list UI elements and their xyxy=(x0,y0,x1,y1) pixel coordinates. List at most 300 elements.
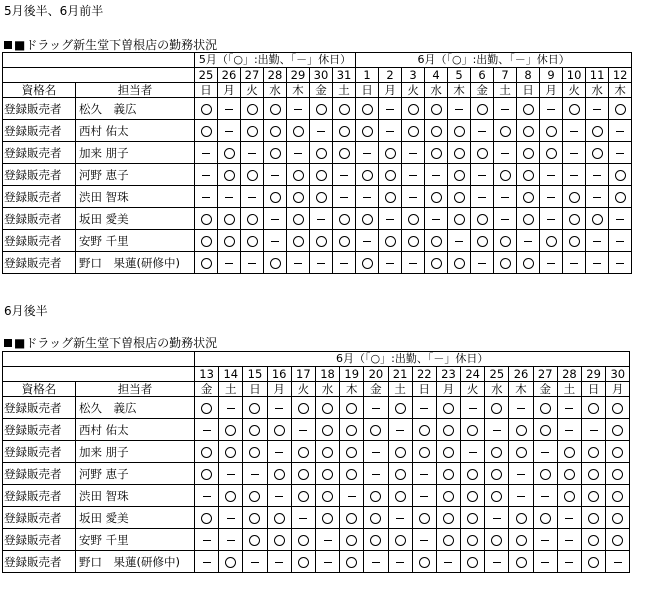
date-cell: 7 xyxy=(494,68,517,83)
attendance-cell xyxy=(436,463,460,485)
attendance-on-mark xyxy=(408,214,419,225)
attendance-cell xyxy=(448,142,471,164)
attendance-off-mark xyxy=(409,153,417,154)
attendance-on-mark xyxy=(408,126,419,137)
weekday-cell: 月 xyxy=(436,382,460,397)
date-cell: 25 xyxy=(485,367,509,382)
attendance-cell xyxy=(436,529,460,551)
attendance-on-mark xyxy=(467,557,478,568)
attendance-cell xyxy=(586,208,609,230)
attendance-cell xyxy=(533,441,557,463)
attendance-cell xyxy=(425,186,448,208)
attendance-cell xyxy=(356,164,379,186)
attendance-off-mark xyxy=(432,175,440,176)
attendance-on-mark xyxy=(339,236,350,247)
attendance-on-mark xyxy=(588,513,599,524)
attendance-cell xyxy=(291,529,315,551)
attendance-cell xyxy=(402,142,425,164)
attendance-on-mark xyxy=(516,447,527,458)
attendance-cell xyxy=(219,551,243,573)
attendance-cell xyxy=(315,551,339,573)
date-cell: 26 xyxy=(509,367,533,382)
attendance-off-mark xyxy=(299,518,307,519)
attendance-cell xyxy=(533,551,557,573)
attendance-on-mark xyxy=(322,469,333,480)
attendance-cell xyxy=(494,230,517,252)
attendance-off-mark xyxy=(227,408,235,409)
staff-row xyxy=(3,208,632,230)
attendance-on-mark xyxy=(249,425,260,436)
attendance-cell xyxy=(340,397,364,419)
attendance-cell xyxy=(412,419,436,441)
attendance-cell xyxy=(540,120,563,142)
attendance-on-mark xyxy=(612,535,623,546)
attendance-on-mark xyxy=(225,425,236,436)
attendance-cell xyxy=(606,529,630,551)
section1-heading: 5月後半、6月前半 xyxy=(4,4,104,18)
attendance-on-mark xyxy=(592,148,603,159)
attendance-cell xyxy=(243,529,267,551)
attendance-on-mark xyxy=(362,126,373,137)
attendance-off-mark xyxy=(570,131,578,132)
qualification-cell: 登録販売者 xyxy=(3,120,76,142)
attendance-off-mark xyxy=(324,562,332,563)
attendance-on-mark xyxy=(588,535,599,546)
attendance-cell xyxy=(509,485,533,507)
header-blank-cell xyxy=(3,367,195,382)
weekday-cell: 日 xyxy=(582,382,606,397)
date-cell: 19 xyxy=(340,367,364,382)
attendance-on-mark xyxy=(467,491,478,502)
attendance-cell xyxy=(586,120,609,142)
attendance-cell xyxy=(218,208,241,230)
attendance-cell xyxy=(315,485,339,507)
attendance-on-mark xyxy=(431,104,442,115)
attendance-cell xyxy=(557,485,581,507)
staff-name-cell: 西村 佑太 xyxy=(76,419,195,441)
qualification-cell: 登録販売者 xyxy=(3,397,76,419)
attendance-cell xyxy=(557,463,581,485)
attendance-cell xyxy=(287,142,310,164)
date-cell: 4 xyxy=(425,68,448,83)
attendance-off-mark xyxy=(294,109,302,110)
attendance-on-mark xyxy=(467,425,478,436)
attendance-cell xyxy=(412,507,436,529)
weekday-cell: 日 xyxy=(517,83,540,98)
attendance-cell xyxy=(219,397,243,419)
attendance-off-mark xyxy=(409,263,417,264)
attendance-off-mark xyxy=(478,197,486,198)
attendance-on-mark xyxy=(270,258,281,269)
attendance-on-mark xyxy=(362,258,373,269)
date-cell: 21 xyxy=(388,367,412,382)
date-cell: 6 xyxy=(471,68,494,83)
date-cell: 3 xyxy=(402,68,425,83)
attendance-on-mark xyxy=(588,491,599,502)
attendance-on-mark xyxy=(362,214,373,225)
attendance-cell xyxy=(241,252,264,274)
attendance-cell xyxy=(425,120,448,142)
attendance-off-mark xyxy=(227,474,235,475)
attendance-cell xyxy=(582,551,606,573)
attendance-off-mark xyxy=(590,430,598,431)
attendance-cell xyxy=(379,208,402,230)
attendance-on-mark xyxy=(298,535,309,546)
attendance-off-mark xyxy=(363,241,371,242)
section1-caption xyxy=(4,38,217,52)
attendance-on-mark xyxy=(454,148,465,159)
attendance-cell xyxy=(310,252,333,274)
attendance-cell xyxy=(195,252,218,274)
staff-row xyxy=(3,397,630,419)
weekday-cell: 金 xyxy=(533,382,557,397)
attendance-cell xyxy=(287,252,310,274)
attendance-on-mark xyxy=(298,447,309,458)
attendance-off-mark xyxy=(593,109,601,110)
attendance-off-mark xyxy=(294,263,302,264)
attendance-on-mark xyxy=(298,491,309,502)
attendance-on-mark xyxy=(443,469,454,480)
attendance-cell xyxy=(356,120,379,142)
attendance-off-mark xyxy=(420,540,428,541)
caption-square-icon xyxy=(4,339,12,347)
attendance-on-mark xyxy=(516,557,527,568)
staff-row xyxy=(3,419,630,441)
attendance-cell xyxy=(540,208,563,230)
weekday-cell: 月 xyxy=(379,83,402,98)
attendance-cell xyxy=(606,485,630,507)
attendance-cell xyxy=(609,186,632,208)
attendance-on-mark xyxy=(443,447,454,458)
attendance-off-mark xyxy=(225,131,233,132)
staff-name-cell: 渋田 智珠 xyxy=(76,485,195,507)
attendance-on-mark xyxy=(443,513,454,524)
attendance-cell xyxy=(310,186,333,208)
attendance-on-mark xyxy=(516,425,527,436)
header-blank-cell xyxy=(3,53,195,68)
column-header-qualification: 資格名 xyxy=(3,382,76,397)
attendance-cell xyxy=(494,142,517,164)
attendance-cell xyxy=(557,551,581,573)
weekday-cell: 金 xyxy=(310,83,333,98)
attendance-cell xyxy=(494,252,517,274)
staff-row xyxy=(3,463,630,485)
staff-name-cell: 河野 恵子 xyxy=(76,463,195,485)
attendance-on-mark xyxy=(225,491,236,502)
weekday-cell: 火 xyxy=(402,83,425,98)
attendance-cell xyxy=(606,397,630,419)
attendance-cell xyxy=(291,441,315,463)
attendance-cell xyxy=(448,208,471,230)
attendance-on-mark xyxy=(431,126,442,137)
attendance-cell xyxy=(494,120,517,142)
attendance-cell xyxy=(310,142,333,164)
attendance-on-mark xyxy=(322,447,333,458)
qualification-cell: 登録販売者 xyxy=(3,507,76,529)
attendance-cell xyxy=(540,252,563,274)
weekday-cell: 火 xyxy=(563,83,586,98)
attendance-cell xyxy=(509,397,533,419)
attendance-cell xyxy=(557,529,581,551)
attendance-on-mark xyxy=(270,148,281,159)
attendance-cell xyxy=(195,485,219,507)
attendance-on-mark xyxy=(467,513,478,524)
attendance-cell xyxy=(471,142,494,164)
attendance-on-mark xyxy=(588,557,599,568)
attendance-cell xyxy=(379,164,402,186)
attendance-cell xyxy=(485,441,509,463)
attendance-cell xyxy=(540,98,563,120)
attendance-on-mark xyxy=(249,513,260,524)
attendance-cell xyxy=(606,507,630,529)
staff-name-cell: 野口 果蓮(研修中) xyxy=(76,551,195,573)
qualification-cell: 登録販売者 xyxy=(3,529,76,551)
attendance-cell xyxy=(557,419,581,441)
attendance-off-mark xyxy=(203,430,211,431)
attendance-cell xyxy=(195,164,218,186)
attendance-off-mark xyxy=(317,263,325,264)
attendance-cell xyxy=(448,252,471,274)
date-cell: 30 xyxy=(310,68,333,83)
attendance-on-mark xyxy=(395,447,406,458)
attendance-on-mark xyxy=(408,236,419,247)
attendance-cell xyxy=(379,186,402,208)
attendance-cell xyxy=(364,529,388,551)
attendance-cell xyxy=(563,208,586,230)
attendance-cell xyxy=(243,463,267,485)
attendance-cell xyxy=(509,463,533,485)
attendance-cell xyxy=(533,507,557,529)
attendance-cell xyxy=(436,441,460,463)
attendance-cell xyxy=(333,230,356,252)
weekday-cell: 火 xyxy=(461,382,485,397)
month-group-label: 6月（「○」:出勤、「－」休日） xyxy=(356,53,632,68)
attendance-on-mark xyxy=(615,192,626,203)
attendance-on-mark xyxy=(454,170,465,181)
attendance-cell xyxy=(267,551,291,573)
attendance-cell xyxy=(425,208,448,230)
attendance-cell xyxy=(333,186,356,208)
date-cell: 16 xyxy=(267,367,291,382)
attendance-cell xyxy=(241,120,264,142)
attendance-off-mark xyxy=(501,197,509,198)
attendance-off-mark xyxy=(541,562,549,563)
attendance-cell xyxy=(402,252,425,274)
attendance-off-mark xyxy=(616,241,624,242)
section2-caption-text: ■ドラッグ新生堂下曽根店の勤務状況 xyxy=(14,336,218,350)
attendance-off-mark xyxy=(340,175,348,176)
attendance-on-mark xyxy=(293,192,304,203)
attendance-on-mark xyxy=(385,192,396,203)
attendance-off-mark xyxy=(541,452,549,453)
attendance-off-mark xyxy=(616,263,624,264)
weekday-cell: 木 xyxy=(287,83,310,98)
attendance-cell xyxy=(241,208,264,230)
attendance-off-mark xyxy=(593,263,601,264)
weekday-cell: 木 xyxy=(509,382,533,397)
attendance-cell xyxy=(315,441,339,463)
attendance-on-mark xyxy=(385,236,396,247)
attendance-on-mark xyxy=(569,214,580,225)
attendance-off-mark xyxy=(251,562,259,563)
attendance-on-mark xyxy=(224,170,235,181)
attendance-cell xyxy=(340,463,364,485)
attendance-off-mark xyxy=(225,263,233,264)
attendance-cell xyxy=(609,120,632,142)
attendance-off-mark xyxy=(396,518,404,519)
attendance-off-mark xyxy=(616,219,624,220)
attendance-cell xyxy=(448,186,471,208)
staff-name-cell: 松久 義広 xyxy=(76,98,195,120)
attendance-cell xyxy=(356,230,379,252)
date-cell: 26 xyxy=(218,68,241,83)
attendance-cell xyxy=(436,419,460,441)
attendance-off-mark xyxy=(202,175,210,176)
attendance-cell xyxy=(412,463,436,485)
attendance-off-mark xyxy=(372,452,380,453)
attendance-cell xyxy=(310,120,333,142)
attendance-cell xyxy=(485,529,509,551)
attendance-on-mark xyxy=(201,104,212,115)
attendance-on-mark xyxy=(431,192,442,203)
attendance-on-mark xyxy=(523,104,534,115)
attendance-off-mark xyxy=(271,175,279,176)
attendance-on-mark xyxy=(370,491,381,502)
attendance-cell xyxy=(425,230,448,252)
attendance-off-mark xyxy=(565,408,573,409)
attendance-off-mark xyxy=(409,197,417,198)
attendance-off-mark xyxy=(541,540,549,541)
attendance-cell xyxy=(517,120,540,142)
qualification-cell: 登録販売者 xyxy=(3,463,76,485)
attendance-cell xyxy=(356,252,379,274)
weekday-cell: 土 xyxy=(388,382,412,397)
attendance-on-mark xyxy=(419,447,430,458)
attendance-off-mark xyxy=(493,562,501,563)
attendance-on-mark xyxy=(431,258,442,269)
attendance-cell xyxy=(195,142,218,164)
attendance-on-mark xyxy=(491,447,502,458)
attendance-cell xyxy=(494,208,517,230)
attendance-cell xyxy=(340,441,364,463)
attendance-on-mark xyxy=(516,513,527,524)
attendance-cell xyxy=(333,164,356,186)
date-cell: 2 xyxy=(379,68,402,83)
attendance-off-mark xyxy=(225,109,233,110)
attendance-cell xyxy=(609,252,632,274)
attendance-off-mark xyxy=(614,562,622,563)
weekday-cell: 火 xyxy=(241,83,264,98)
weekday-cell: 木 xyxy=(340,382,364,397)
attendance-on-mark xyxy=(546,236,557,247)
attendance-cell xyxy=(533,463,557,485)
attendance-cell xyxy=(388,551,412,573)
attendance-on-mark xyxy=(346,557,357,568)
attendance-cell xyxy=(402,120,425,142)
date-row xyxy=(3,68,632,83)
staff-name-cell: 野口 果蓮(研修中) xyxy=(76,252,195,274)
attendance-cell xyxy=(485,463,509,485)
attendance-cell xyxy=(388,441,412,463)
attendance-on-mark xyxy=(224,148,235,159)
attendance-cell xyxy=(340,485,364,507)
attendance-cell xyxy=(364,397,388,419)
attendance-off-mark xyxy=(547,109,555,110)
attendance-cell xyxy=(586,164,609,186)
attendance-cell xyxy=(218,186,241,208)
attendance-off-mark xyxy=(565,540,573,541)
attendance-cell xyxy=(494,98,517,120)
attendance-cell xyxy=(218,164,241,186)
attendance-cell xyxy=(218,142,241,164)
attendance-on-mark xyxy=(224,214,235,225)
attendance-off-mark xyxy=(299,430,307,431)
attendance-on-mark xyxy=(395,403,406,414)
attendance-on-mark xyxy=(615,170,626,181)
attendance-cell xyxy=(582,463,606,485)
attendance-on-mark xyxy=(293,214,304,225)
attendance-on-mark xyxy=(615,104,626,115)
attendance-on-mark xyxy=(564,447,575,458)
attendance-cell xyxy=(195,551,219,573)
date-cell: 1 xyxy=(356,68,379,83)
attendance-cell xyxy=(218,230,241,252)
attendance-on-mark xyxy=(270,192,281,203)
attendance-on-mark xyxy=(249,535,260,546)
attendance-cell xyxy=(218,252,241,274)
attendance-cell xyxy=(402,186,425,208)
attendance-cell xyxy=(310,164,333,186)
attendance-cell xyxy=(517,186,540,208)
attendance-cell xyxy=(436,507,460,529)
attendance-on-mark xyxy=(298,557,309,568)
attendance-cell xyxy=(310,98,333,120)
attendance-on-mark xyxy=(588,403,599,414)
attendance-off-mark xyxy=(493,430,501,431)
attendance-cell xyxy=(333,142,356,164)
attendance-on-mark xyxy=(225,447,236,458)
attendance-off-mark xyxy=(547,219,555,220)
attendance-off-mark xyxy=(396,562,404,563)
attendance-cell xyxy=(412,485,436,507)
attendance-on-mark xyxy=(523,214,534,225)
attendance-cell xyxy=(243,551,267,573)
attendance-on-mark xyxy=(500,258,511,269)
date-cell: 5 xyxy=(448,68,471,83)
attendance-off-mark xyxy=(547,197,555,198)
attendance-off-mark xyxy=(275,452,283,453)
staff-row xyxy=(3,441,630,463)
attendance-on-mark xyxy=(523,192,534,203)
attendance-cell xyxy=(364,441,388,463)
attendance-on-mark xyxy=(316,148,327,159)
attendance-cell xyxy=(287,186,310,208)
attendance-off-mark xyxy=(547,175,555,176)
attendance-on-mark xyxy=(274,469,285,480)
attendance-cell xyxy=(264,186,287,208)
attendance-on-mark xyxy=(500,126,511,137)
attendance-cell xyxy=(436,397,460,419)
attendance-cell xyxy=(219,529,243,551)
attendance-on-mark xyxy=(477,214,488,225)
attendance-cell xyxy=(609,142,632,164)
attendance-on-mark xyxy=(346,469,357,480)
section2-caption xyxy=(4,336,217,350)
date-cell: 24 xyxy=(461,367,485,382)
attendance-on-mark xyxy=(322,403,333,414)
attendance-on-mark xyxy=(612,425,623,436)
attendance-on-mark xyxy=(419,425,430,436)
